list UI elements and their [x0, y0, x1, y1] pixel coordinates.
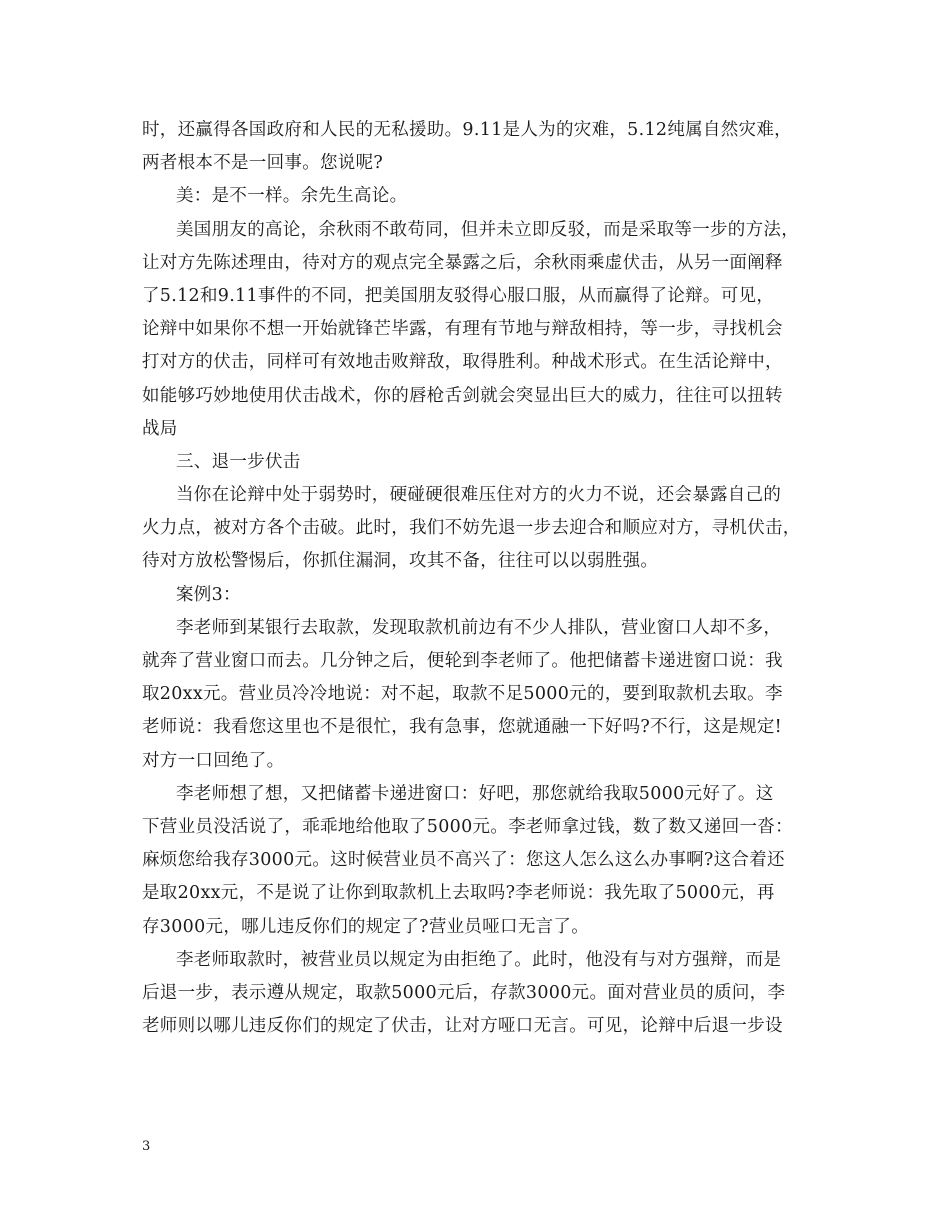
text-line: 是取20xx元，不是说了让你到取款机上去取吗?李老师说：我先取了5000元，再	[142, 883, 775, 904]
text-line: 论辩中如果你不想一开始就锋芒毕露，有理有节地与辩敌相持，等一步，寻找机会	[142, 319, 783, 340]
text-line: 后退一步，表示遵从规定，取款5000元后，存款3000元。面对营业员的质问，李	[142, 982, 786, 1003]
paragraph-start: 李老师想了想，又把储蓄卡递进窗口：好吧，那您就给我取5000元好了。这	[176, 783, 774, 804]
text-line: 让对方先陈述理由，待对方的观点完全暴露之后，余秋雨乘虚伏击，从另一面阐释	[142, 252, 783, 273]
text-line: 就奔了营业窗口而去。几分钟之后，便轮到李老师了。他把储蓄卡递进窗口说：我	[142, 651, 783, 671]
text-line: 存3000元，哪儿违反你们的规定了?营业员哑口无言了。	[142, 916, 590, 937]
text-line: 取20xx元。营业员冷冷地说：对不起，取款不足5000元的，要到取款机去取。李	[142, 684, 783, 705]
text-line: 美：是不一样。余先生高论。	[176, 186, 408, 207]
text-line: 对方一口回绝了。	[142, 750, 285, 771]
text-line: 战局	[142, 418, 178, 439]
text-line: 下营业员没活说了，乖乖地给他取了5000元。李老师拿过钱，数了数又递回一沓：	[142, 816, 793, 837]
text-line: 老师则以哪儿违反你们的规定了伏击，让对方哑口无言。可见，论辩中后退一步设	[142, 1016, 783, 1037]
text-line: 了5.12和9.11事件的不同，把美国朋友驳得心服口服，从而赢得了论辩。可见，	[142, 285, 775, 306]
text-line: 如能够巧妙地使用伏击战术，你的唇枪舌剑就会突显出巨大的威力，往往可以扭转	[142, 385, 783, 406]
paragraph-start: 李老师到某银行去取款，发现取款机前边有不少人排队，营业窗口人却不多，	[176, 617, 782, 638]
text-line: 待对方放松警惕后，你抓住漏洞，攻其不备，往往可以以弱胜强。	[142, 551, 659, 572]
text-line: 麻烦您给我存3000元。这时候营业员不高兴了：您这人怎么这么办事啊?这合着还	[142, 850, 785, 871]
text-line: 两者根本不是一回事。您说呢?	[142, 153, 384, 174]
case-heading: 案例3：	[176, 584, 241, 605]
section-heading: 三、退一步伏击	[176, 451, 301, 472]
text-line: 时，还赢得各国政府和人民的无私援助。9.11是人为的灾难，5.12纯属自然灾难，	[142, 120, 792, 140]
paragraph-start: 李老师取款时，被营业员以规定为由拒绝了。此时，他没有与对方强辩，而是	[176, 949, 782, 970]
paragraph-start: 美国朋友的高论，余秋雨不敢苟同，但并未立即反驳，而是采取等一步的方法，	[176, 219, 799, 240]
page-number: 3	[142, 1139, 151, 1154]
text-line: 老师说：我看您这里也不是很忙，我有急事，您就通融一下好吗?不行，这是规定!	[142, 717, 783, 738]
body-text	[142, 114, 832, 1043]
text-line: 打对方的伏击，同样可有效地击败辩敌，取得胜利。种战术形式。在生活论辩中，	[142, 352, 783, 373]
paragraph-start: 当你在论辩中处于弱势时，硬碰硬很难压住对方的火力不说，还会暴露自己的	[176, 485, 782, 506]
text-line: 火力点，被对方各个击破。此时，我们不妨先退一步去迎合和顺应对方，寻机伏击，	[142, 518, 801, 539]
